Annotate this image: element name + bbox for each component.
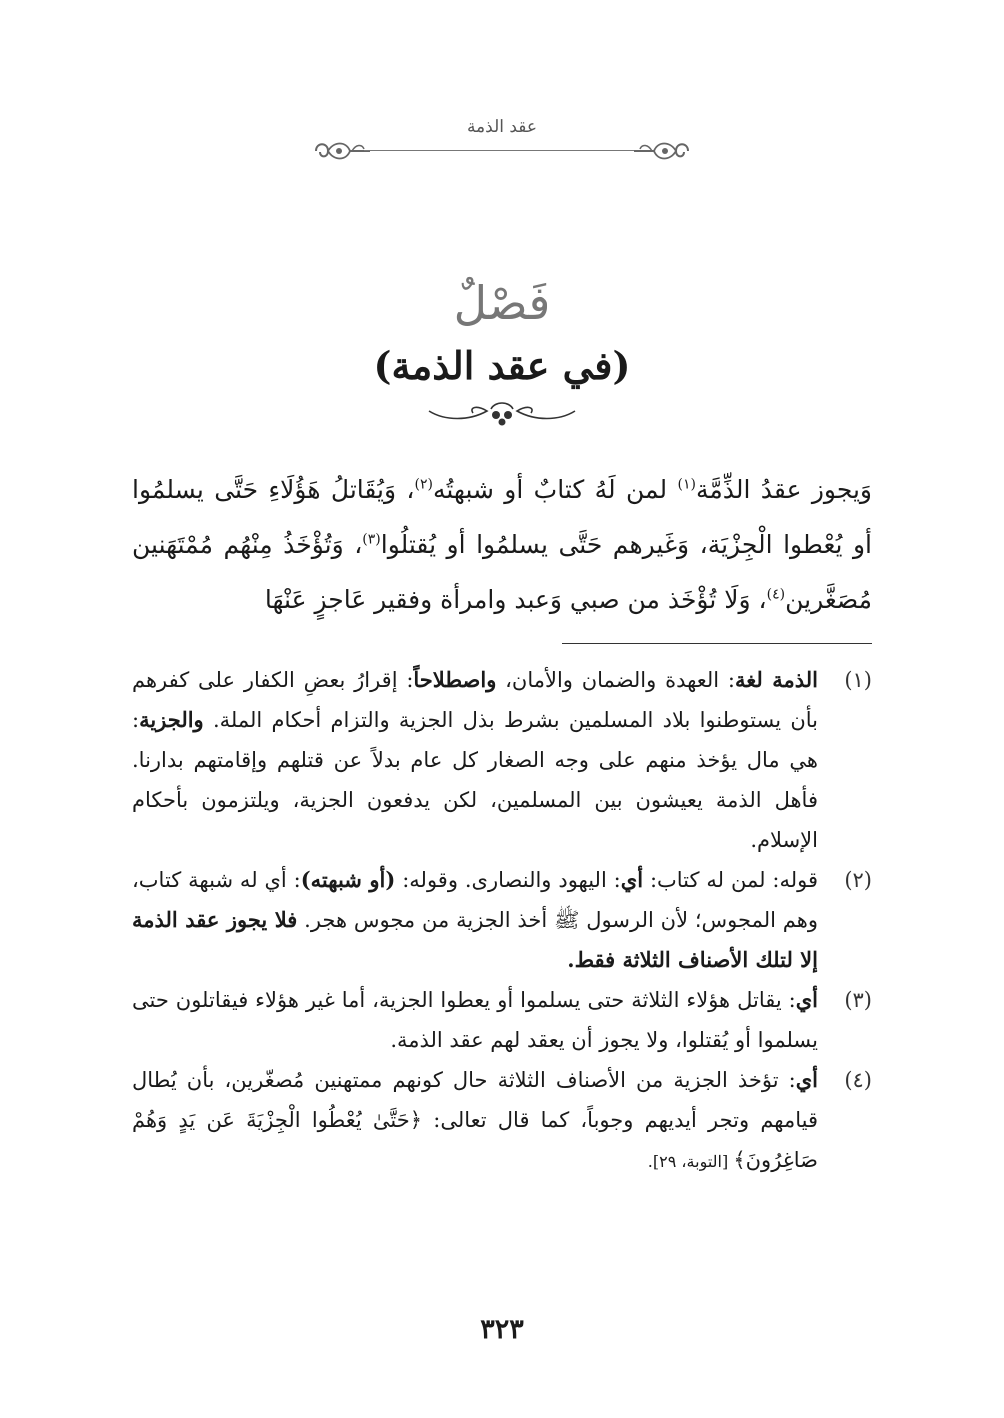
footnote-1 [132,660,872,860]
section-title: (في عقد الذمة) [373,343,631,388]
main-text-part: ، وَلَا تُؤْخَذ من صبي وَعبد وامرأة وفقير عَاجزٍ عَنْهَا [264,585,767,614]
footnote-4 [132,1060,872,1182]
section-heading: فَصْلٌ [453,276,551,330]
running-title: عقد الذمة [466,117,538,137]
footnote-3 [132,980,872,1060]
footnote-text: الذمة لغة: العهدة والضمان والأمان، واصطلاحاً: إقرارُ بعضِ الكفار على كفرهم بأن يستوطنوا بلاد المسلمين بشرط بذل الجزية والتزام أحكام الملة. والجزية: هي مال يؤخذ منهم على وجه الصغار كل عام بدلاً عن قتلهم وإقامتهم بدارنا. فأهل الذمة يعيشون بين المسلمين، لكن يدفعون الجزية، ويلتزمون بأحكام الإسلام. [132,667,818,852]
footnote-ref[interactable]: (٤) [766,586,786,603]
footnote-text: أي: تؤخذ الجزية من الأصناف الثلاثة حال كونهم ممتهنين مُصغّرين، بأن يُطال قيامهم وتجر أيديهم وجوباً، كما قال تعالى: ﴿حَتَّىٰ يُعْطُوا الْجِزْيَةَ عَن يَدٍ وَهُمْ صَاغِرُونَ﴾ [التوبة، ٢٩]. [132,1067,818,1172]
footnote-divider [562,643,872,644]
page-number: ٣٢٣ [480,1314,524,1345]
quran-verse: ﴿حَتَّىٰ يُعْطُوا الْجِزْيَةَ عَن يَدٍ وَهُمْ صَاغِرُونَ﴾ [132,1108,818,1172]
main-text [132,462,872,627]
ornament-right-icon [634,138,692,164]
footnote-ref[interactable]: (٣) [362,531,381,548]
main-text-part: ، وَتُؤْخَذُ مِنْهُم مُمْتَهَنين مُصَغَّرين [132,530,872,614]
footnote-2 [132,860,872,980]
main-text-part: ، وَيُقَاتلُ هَؤُلَاءِ حَتَّى يسلمُوا أو يُعْطوا الْجِزْيَة، وَغَيرهم حَتَّى يسلمُوا أو يُقتلُوا [132,475,872,559]
main-text-part: لمن لَهُ كتابٌ أو شبهتُه [432,475,678,504]
title-ornament-icon [425,397,579,427]
footnote-text: أي: يقاتل هؤلاء الثلاثة حتى يسلموا أو يعطوا الجزية، أما غير هؤلاء فيقاتلون حتى يسلموا أو يُقتلوا، ولا يجوز أن يعقد لهم عقد الذمة. [132,987,818,1052]
footnotes [132,660,872,1182]
footnote-number: (٣) [844,988,872,1012]
running-header [312,112,692,172]
main-text-part: وَيجوز عقدُ الذِّمَّة [695,475,872,504]
footnote-ref[interactable]: (١) [677,476,696,493]
header-rule [364,150,640,151]
footnote-ref[interactable]: (٢) [414,476,433,493]
footnote-number: (٤) [844,1068,872,1092]
ornament-left-icon [312,138,370,164]
footnote-text: قوله: لمن له كتاب: أي: اليهود والنصارى. وقوله: (أو شبهته): أي له شبهة كتاب، وهم المجوس؛ لأن الرسول ﷺ أخذ الجزية من مجوس هجر. فلا يجوز عقد الذمة إلا لتلك الأصناف الثلاثة فقط. [132,867,818,972]
footnote-number: (١) [844,668,872,692]
footnote-number: (٢) [844,868,872,892]
